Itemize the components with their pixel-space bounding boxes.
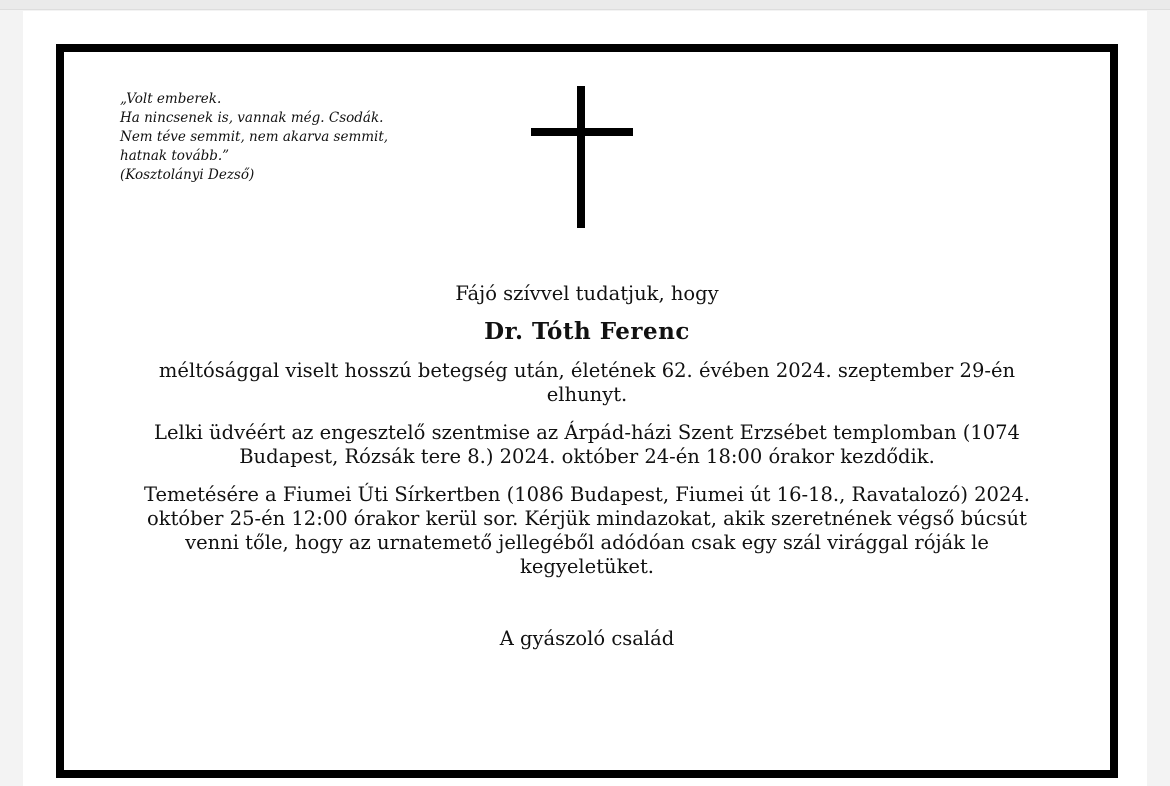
quote-line: „Volt emberek. xyxy=(120,91,222,107)
poem-quote xyxy=(120,90,450,185)
obituary-text xyxy=(104,282,1070,651)
obituary-frame xyxy=(56,44,1118,778)
death-paragraph: méltósággal viselt hosszú betegség után, életének 62. évében 2024. szeptember 29-én elhunyt. xyxy=(158,359,1016,406)
quote-line: Nem téve semmit, nem akarva semmit, xyxy=(120,129,389,145)
funeral-paragraph: Temetésére a Fiumei Úti Sírkertben (1086 Budapest, Fiumei út 16-18., Ravatalozó) 2024. október 25-én 12:00 órakor kerül sor. Kérjük mindazokat, akik szeretnének végső búcsút venni tőle, hogy az urnatemető jellegéből adódóan csak egy szál virággal róják le kegyeletüket. xyxy=(144,483,1030,578)
deceased-name: Dr. Tóth Ferenc xyxy=(484,318,690,345)
quote-line: hatnak tovább.” xyxy=(120,148,230,164)
mass-paragraph: Lelki üdvéért az engesztelő szentmise az Árpád-házi Szent Erzsébet templomban (1074 Budapest, Rózsák tere 8.) 2024. október 24-én 18:00 órakor kezdődik. xyxy=(154,421,1020,468)
browser-top-strip xyxy=(0,0,1170,10)
quote-line: Ha nincsenek is, vannak még. Csodák. xyxy=(120,110,384,126)
cross-icon xyxy=(531,86,633,228)
lead-line: Fájó szívvel tudatjuk, hogy xyxy=(455,282,719,305)
family-signoff: A gyászoló család xyxy=(499,627,675,650)
quote-author: (Kosztolányi Dezső) xyxy=(120,167,255,183)
